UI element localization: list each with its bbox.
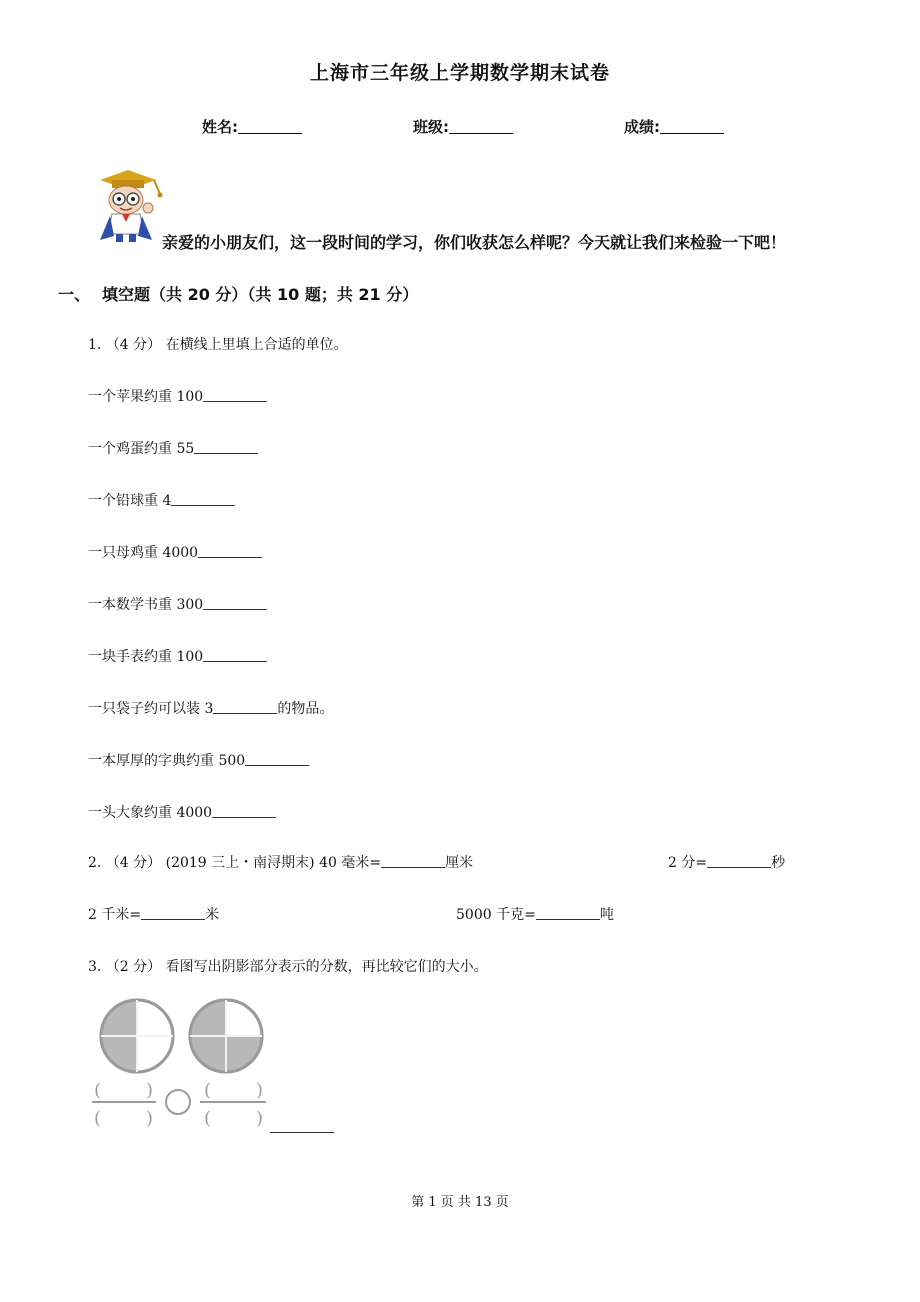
score-label: 成绩: bbox=[624, 118, 660, 136]
q1-stem: 1. （4 分） 在横线上里填上合适的单位。 bbox=[88, 337, 348, 353]
q1-answer-blank[interactable] bbox=[245, 753, 309, 766]
q1-item-suffix: 的物品。 bbox=[277, 701, 334, 717]
name-label: 姓名: bbox=[202, 118, 238, 136]
q1-item bbox=[88, 542, 262, 562]
q1-item-text: 一个铅球重 4 bbox=[88, 493, 172, 509]
q2-prefix: 2 千米= bbox=[88, 907, 142, 923]
q3-answer-blank[interactable] bbox=[270, 1132, 334, 1133]
q1-item-text: 一个苹果约重 100 bbox=[88, 389, 204, 405]
q1-item bbox=[88, 646, 267, 666]
q1-answer-blank[interactable] bbox=[213, 701, 277, 714]
q1-item-text: 一只母鸡重 4000 bbox=[88, 545, 199, 561]
right-fraction-circle bbox=[190, 1000, 262, 1072]
q1-item bbox=[88, 490, 235, 510]
page-footer: 第 1 页 共 13 页 bbox=[411, 1195, 509, 1210]
page-title: 上海市三年级上学期数学期末试卷 bbox=[309, 62, 610, 84]
left-fraction-blank[interactable] bbox=[92, 1080, 156, 1129]
right-fraction-blank[interactable] bbox=[200, 1080, 266, 1129]
name-field bbox=[202, 116, 302, 137]
q2-unit: 厘米 bbox=[445, 855, 474, 871]
q2-unit: 吨 bbox=[599, 907, 614, 923]
q2-prefix: 2 分= bbox=[668, 855, 708, 871]
q1-answer-blank[interactable] bbox=[198, 545, 262, 558]
q2-part-d bbox=[456, 904, 614, 924]
class-field bbox=[413, 116, 513, 137]
q1-answer-blank[interactable] bbox=[203, 597, 267, 610]
paren-close: ) bbox=[146, 1108, 154, 1129]
paren-close: ) bbox=[256, 1108, 264, 1129]
q2-answer-blank[interactable] bbox=[141, 907, 205, 920]
fraction-circles-figure bbox=[88, 996, 278, 1136]
paren-open: ( bbox=[204, 1080, 212, 1101]
q3-stem: 3. （2 分） 看图写出阴影部分表示的分数，再比较它们的大小。 bbox=[88, 959, 488, 975]
class-blank[interactable] bbox=[449, 119, 513, 134]
paren-open: ( bbox=[94, 1080, 102, 1101]
section-number: 一、 bbox=[58, 285, 91, 304]
q2-part-b bbox=[668, 852, 785, 872]
score-blank[interactable] bbox=[660, 119, 724, 134]
q1-item bbox=[88, 750, 309, 770]
class-label: 班级: bbox=[413, 118, 449, 136]
q1-answer-blank[interactable] bbox=[212, 805, 276, 818]
q1-item-text: 一块手表约重 100 bbox=[88, 649, 204, 665]
paren-close: ) bbox=[146, 1080, 154, 1101]
q2-answer-blank[interactable] bbox=[707, 855, 771, 868]
q1-item-text: 一只袋子约可以装 3 bbox=[88, 701, 214, 717]
compare-circle[interactable] bbox=[166, 1090, 190, 1114]
q1-item bbox=[88, 698, 333, 718]
q1-item bbox=[88, 386, 267, 406]
q2-part-a bbox=[88, 852, 473, 872]
paren-open: ( bbox=[94, 1108, 102, 1129]
paren-open: ( bbox=[204, 1108, 212, 1129]
q1-answer-blank[interactable] bbox=[171, 493, 235, 506]
q2-answer-blank[interactable] bbox=[381, 855, 445, 868]
q1-item-text: 一个鸡蛋约重 55 bbox=[88, 441, 195, 457]
section-title: 填空题（共 20 分）（共 10 题；共 21 分） bbox=[102, 285, 419, 304]
q1-item-text: 一本数学书重 300 bbox=[88, 597, 204, 613]
q2-stem: 2. （4 分） (2019 三上・南浔期末) 40 毫米= bbox=[88, 855, 382, 871]
q1-item bbox=[88, 438, 258, 458]
q1-item bbox=[88, 802, 276, 822]
q2-unit: 秒 bbox=[771, 855, 786, 871]
q1-answer-blank[interactable] bbox=[203, 389, 267, 402]
q1-item-text: 一头大象约重 4000 bbox=[88, 805, 213, 821]
greeting-text: 亲爱的小朋友们，这一段时间的学习，你们收获怎么样呢？今天就让我们来检验一下吧！ bbox=[162, 233, 787, 252]
q2-unit: 米 bbox=[205, 907, 220, 923]
q1-item bbox=[88, 594, 267, 614]
paren-close: ) bbox=[256, 1080, 264, 1101]
q2-answer-blank[interactable] bbox=[536, 907, 600, 920]
left-fraction-circle bbox=[101, 1000, 173, 1072]
section-heading bbox=[58, 282, 418, 305]
mascot-doctor-icon bbox=[88, 166, 168, 246]
q1-item-text: 一本厚厚的字典约重 500 bbox=[88, 753, 246, 769]
q2-part-c bbox=[88, 904, 219, 924]
q1-answer-blank[interactable] bbox=[203, 649, 267, 662]
score-field bbox=[624, 116, 724, 137]
q2-prefix: 5000 千克= bbox=[456, 907, 536, 923]
name-blank[interactable] bbox=[238, 119, 302, 134]
q1-answer-blank[interactable] bbox=[194, 441, 258, 454]
